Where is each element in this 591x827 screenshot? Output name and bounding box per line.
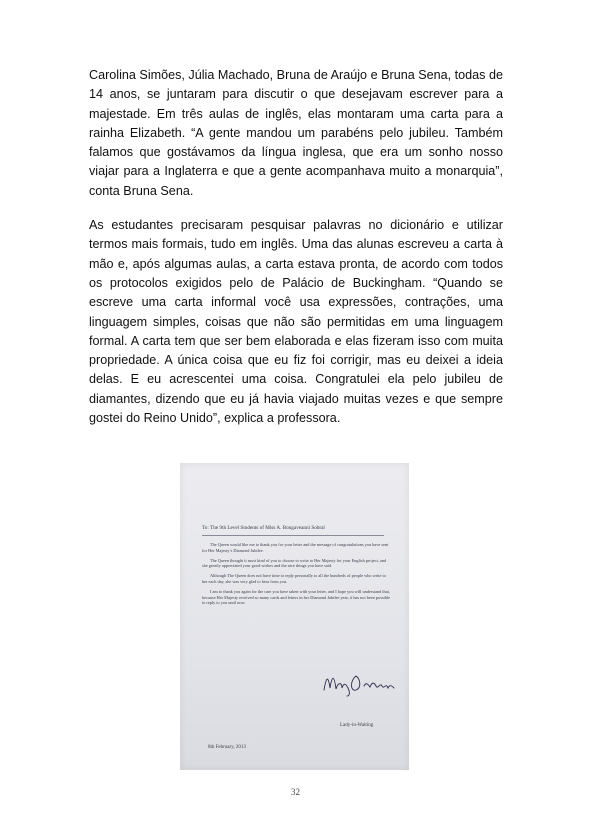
- article-body: [89, 66, 503, 443]
- paragraph-1: Carolina Simões, Júlia Machado, Bruna de Araújo e Bruna Sena, todas de 14 anos, se juntaram para discutir o que desejavam escrever para a majestade. Em três aulas de inglês, elas montaram uma carta para a rainha Elizabeth. “A gente mandou um parabéns pelo jubileu. Também falamos que gostávamos da língua inglesa, que era um sonho nosso viajar para a Inglaterra e que a gente acompanhava muito a monarquia”, conta Bruna Sena.: [89, 68, 503, 198]
- letter-recipient: To: The 9th Level Students of Miss A. Bongaveanni Sobral: [202, 525, 325, 531]
- letter-body: [202, 525, 392, 610]
- letter-paragraph-4: I am to thank you again for the care you have taken with your letter, and I hope you will understand that, because Her Majesty received so many cards and letters in her Diamond Jubilee year, it has not been possible to reply to you until now.: [202, 588, 390, 606]
- signatory-title: Lady-in-Waiting: [340, 723, 374, 728]
- page-number: 32: [291, 787, 300, 797]
- letter-paragraph-1: The Queen would like me to thank you for your letter and the message of congratulations you have sent for Her Majesty’s Diamond Jubilee.: [202, 542, 389, 553]
- handwritten-signature: [320, 668, 400, 698]
- letter-paragraph-2: The Queen thought it most kind of you to choose to write to Her Majesty for your English project, and she greatly appreciated your good wishes and the nice things you have said.: [202, 557, 387, 569]
- letter-photograph: [180, 463, 409, 770]
- letter-divider: [202, 535, 384, 536]
- paragraph-2: As estudantes precisaram pesquisar palavras no dicionário e utilizar termos mais formais, tudo em inglês. Uma das alunas escreveu a carta à mão e, após algumas aulas, a carta estava pronta, de acordo com todos os protocolos exigidos pelo de Palácio de Buckingham. “Quando se escreve uma carta informal você usa expressões, contrações, uma linguagem simples, coisas que não são permitidas em uma linguagem formal. A carta tem que ser bem elaborada e elas fizeram isso com muita propriedade. A única coisa que eu fiz foi corrigir, mas eu deixei a ideia delas. E eu acrescentei uma coisa. Congratulei ela pelo jubileu de diamantes, dizendo que eu já havia viajado muitas vezes e que sempre gostei do Reino Unido”, explica a professora.: [89, 218, 503, 426]
- letter-paragraph-3: Although The Queen does not have time to reply personally to all the hundreds of people who write to her each day, she was very glad to hear from you.: [202, 573, 386, 584]
- letter-date: 8th February, 2013: [208, 745, 246, 750]
